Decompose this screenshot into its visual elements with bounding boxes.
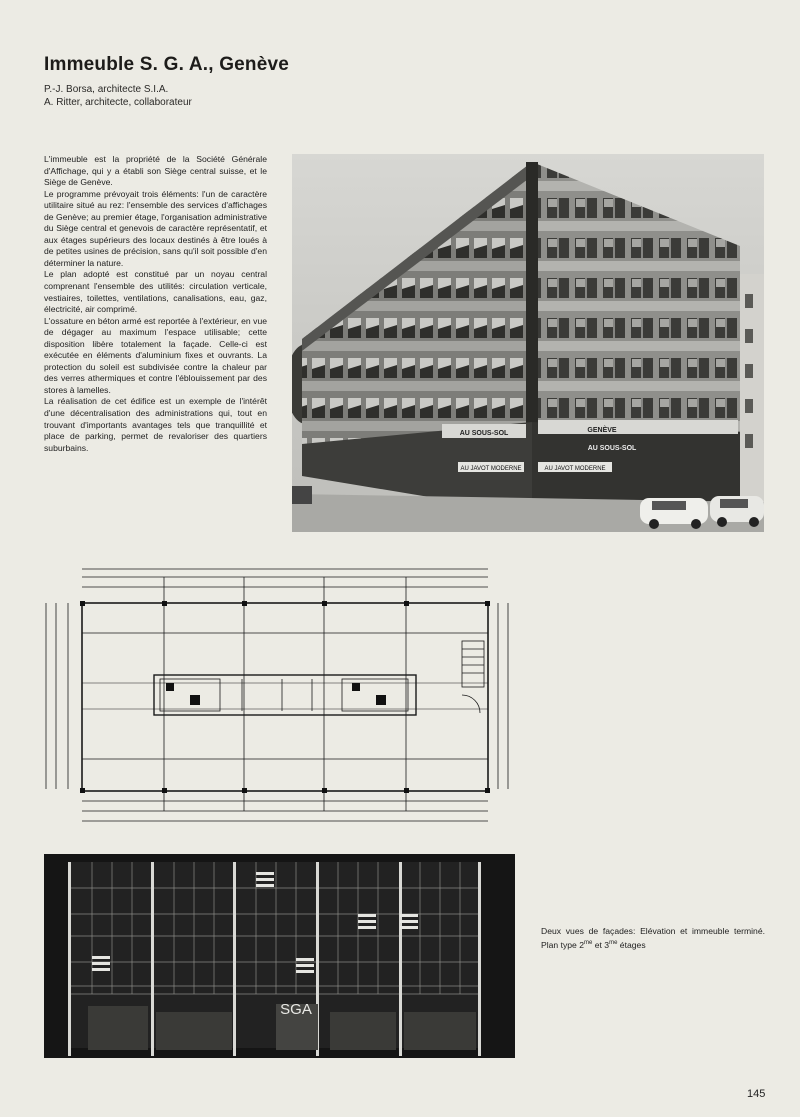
facade-elevation <box>44 854 515 1058</box>
sign-sous-sol-left: AU SOUS-SOL <box>459 430 509 437</box>
caption-mid: et 3 <box>592 939 610 950</box>
paragraph-plan: Le plan adopté est constitué par un noyau central comprenant l'ensemble des utilités: circulation verticale, vestiaires, toilettes, ventilations, canalisations, eau, gaz, électricité, air comprimé. <box>44 269 267 315</box>
sign-javot-left: AU JAVOT MODERNE <box>460 466 522 472</box>
collaborator-credit: A. Ritter, architecte, collaborateur <box>44 97 192 108</box>
article-title: Immeuble S. G. A., Genève <box>44 54 290 75</box>
caption-sup-2: me <box>584 939 593 946</box>
elevation-sign: SGA <box>280 1001 312 1018</box>
sign-sous-sol-right: AU SOUS-SOL <box>587 445 637 452</box>
floor-plan <box>42 563 514 829</box>
article-body <box>44 154 267 454</box>
paragraph-conclusion: La réalisation de cet édifice est un exemple de l'intérêt d'une décentralisation des administrations qui, tout en trouvant d'importants avantages tels que tranquillité et place de parking, permet de revaloriser des quartiers suburbains. <box>44 396 267 453</box>
architect-credit: P.-J. Borsa, architecte S.I.A. <box>44 84 169 95</box>
page-number: 145 <box>747 1088 766 1100</box>
figure-caption <box>541 926 765 951</box>
caption-main: Deux vues de façades: Elévation et immeuble terminé. Plan type 2 <box>541 926 765 950</box>
paragraph-program: Le programme prévoyait trois éléments: l'un de caractère utilitaire situé au rez: l'ensemble des services d'affichages de Genève; au premier étage, l'organisation administrative du Siège central et genevois de caractère représentatif, et aux étages supérieurs des locaux destinés à être loués à de petites usines de précision, sans qu'il soit possible d'en déterminer la nature. <box>44 188 267 268</box>
sign-geneve: GENÈVE <box>587 427 617 434</box>
caption-sup-3: me <box>609 939 618 946</box>
caption-end: étages <box>617 939 646 950</box>
paragraph-ownership: L'immeuble est la propriété de la Société Générale d'Affichage, qui y a établi son Siège central suisse, et le Siège de Genève. <box>44 154 267 188</box>
sign-javot-right: AU JAVOT MODERNE <box>544 466 606 472</box>
paragraph-structure: L'ossature en béton armé est reportée à l'extérieur, en vue de dégager au maximum l'espace utilisable; cette disposition libère totalement la façade. Celle-ci est exécutée en éléments d'aluminium fixes et ouvrants. La protection du soleil est subdivisée contre la chaleur par des verres athermiques et contre l'éblouissement par des stores à lamelles. <box>44 315 267 395</box>
building-photo <box>292 154 764 532</box>
